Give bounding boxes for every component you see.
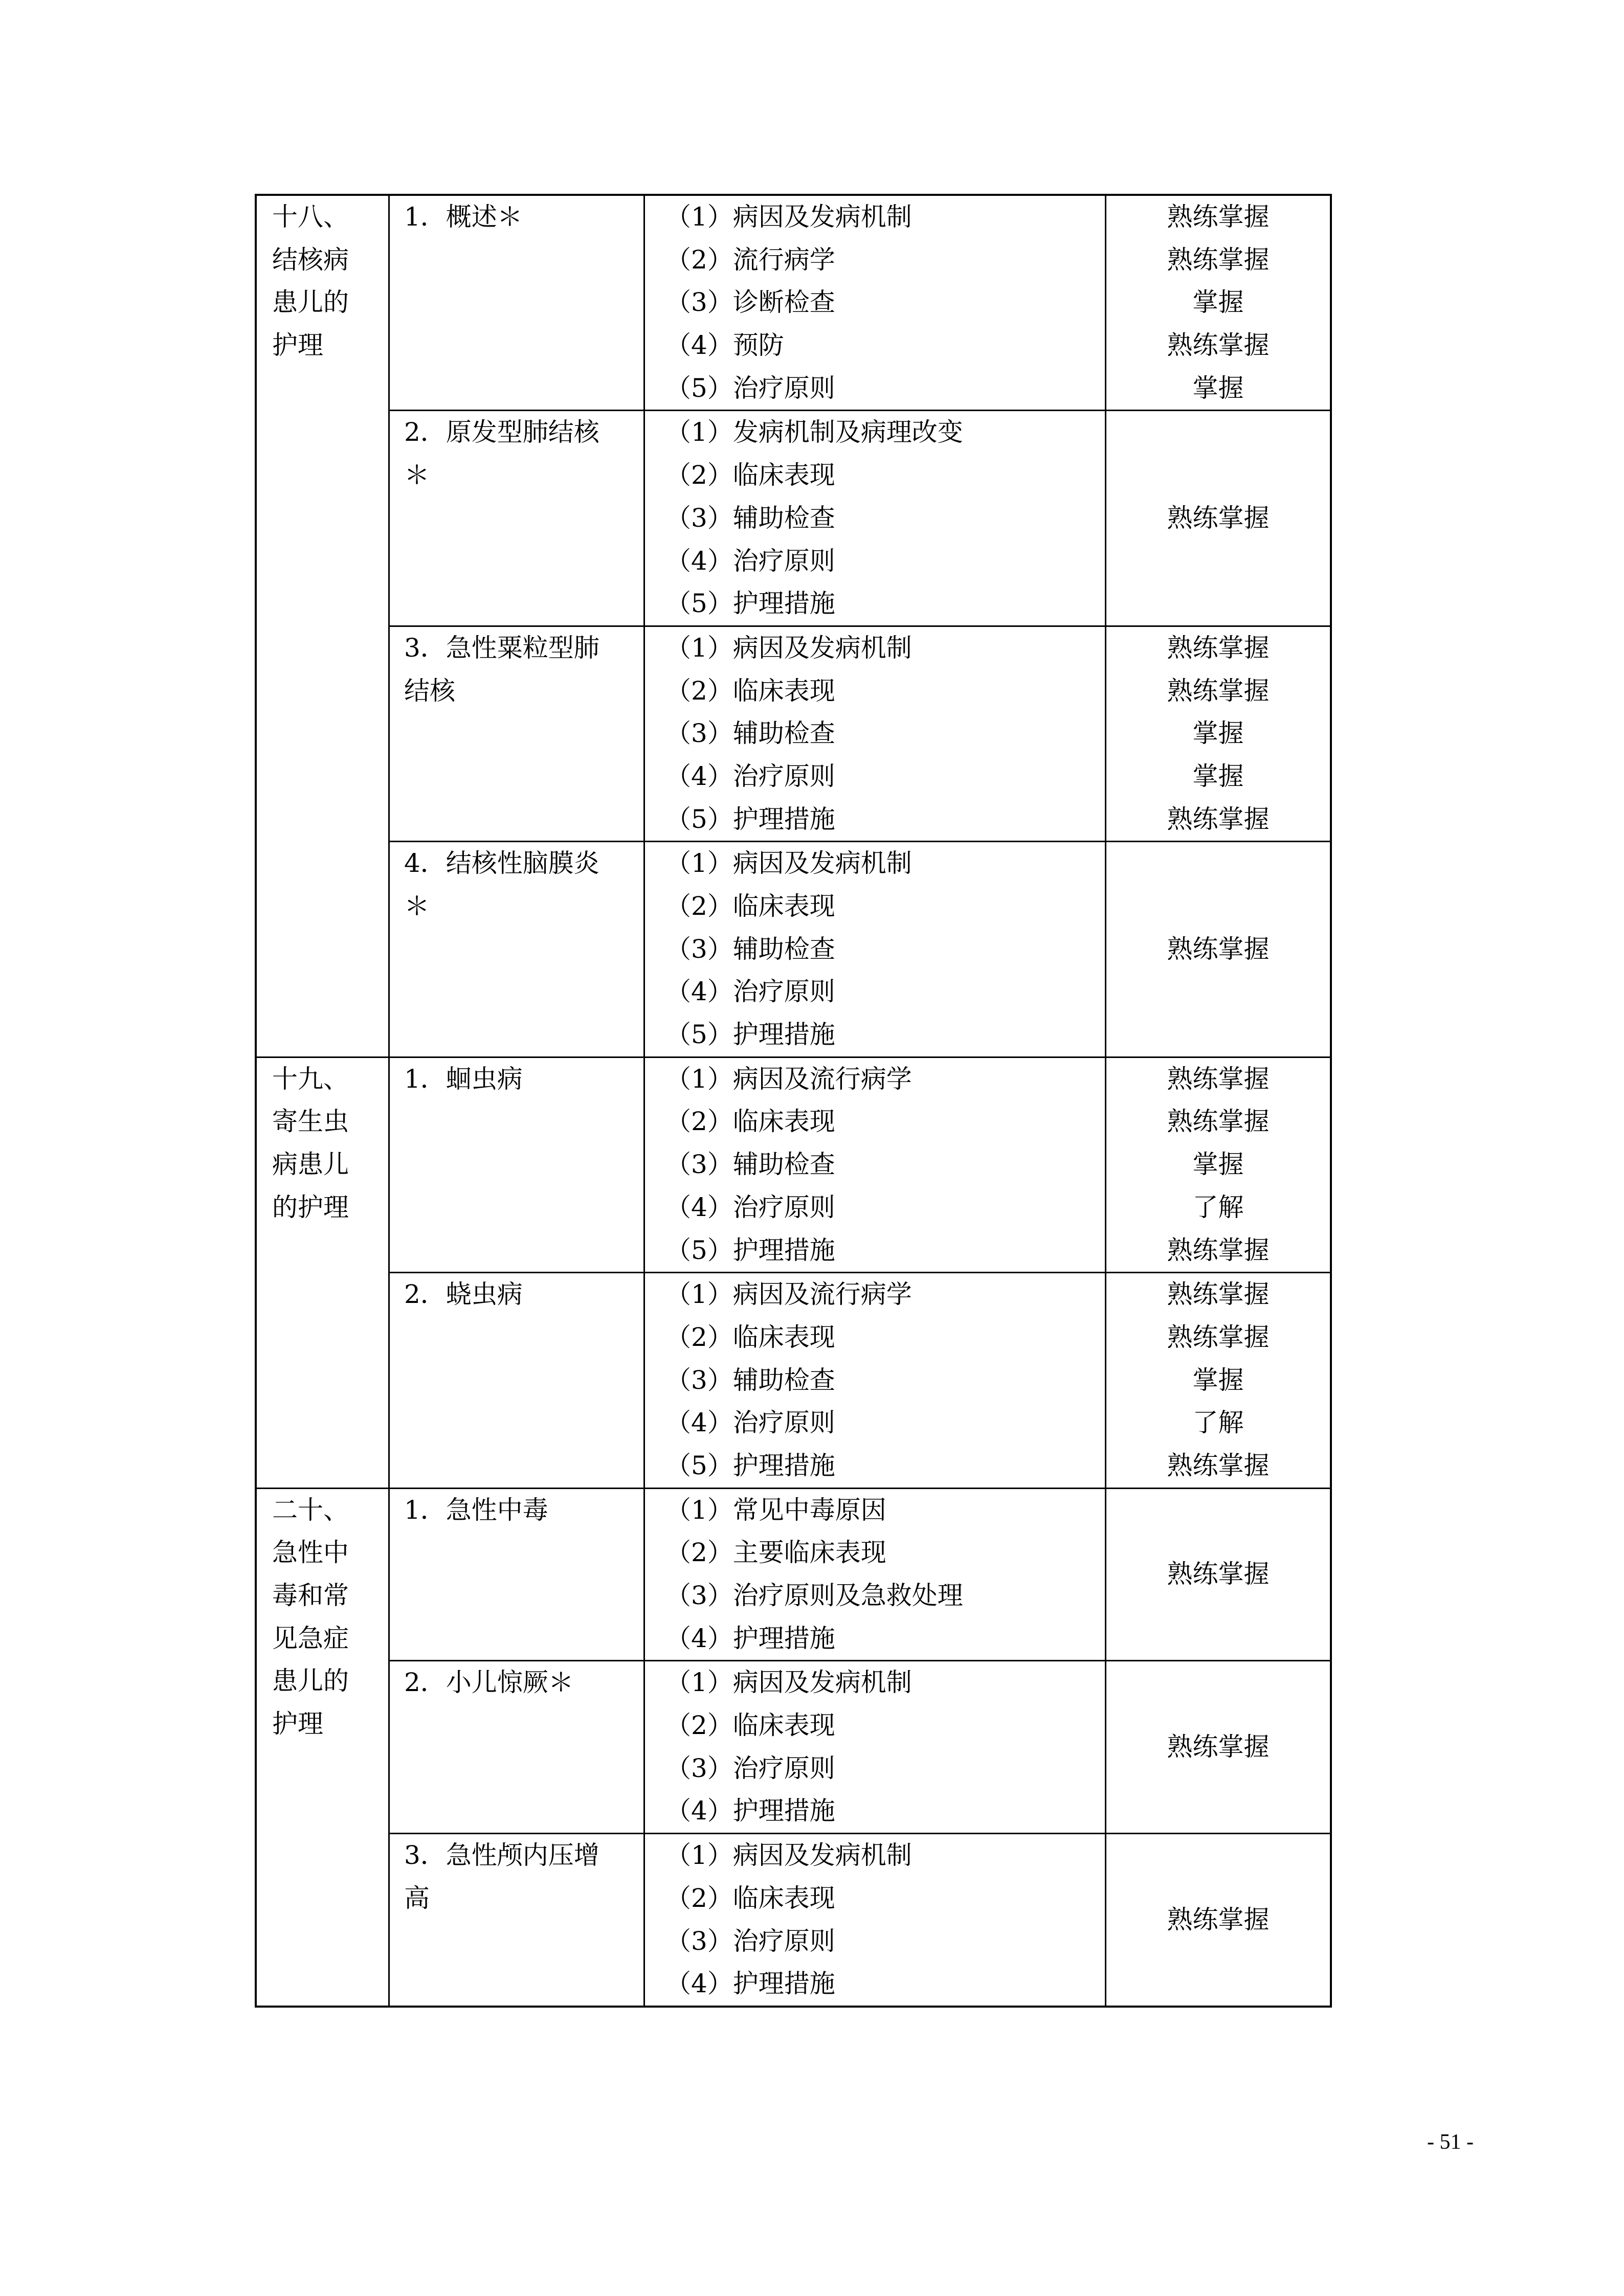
item: （4）护理措施 (665, 1623, 835, 1653)
level-cell (1106, 1661, 1331, 1834)
section-title: 二十、急性中毒和常见急症患儿的护理 (272, 1495, 349, 1739)
level-cell (1106, 842, 1331, 1057)
level: 了解 (1192, 1192, 1244, 1222)
level-cell (1106, 626, 1331, 841)
topic-cell (389, 1834, 644, 2007)
topic-title: 1．蛔虫病 (404, 1064, 523, 1094)
table-row (256, 195, 1331, 411)
items-cell (644, 626, 1106, 841)
level: 熟练掌握 (1167, 1064, 1270, 1094)
item: （1）病因及发病机制 (665, 1668, 912, 1698)
section-title-cell (256, 1488, 389, 2007)
table-row (256, 842, 1331, 1057)
topic-cell (389, 411, 644, 626)
table-row (256, 1834, 1331, 2007)
level: 熟练掌握 (1167, 676, 1270, 706)
items-cell (644, 842, 1106, 1057)
items-cell (644, 1273, 1106, 1488)
level-cell (1106, 411, 1331, 626)
item: （3）治疗原则及急救处理 (665, 1581, 963, 1610)
syllabus-table (255, 194, 1332, 2008)
level: 掌握 (1192, 373, 1244, 403)
topic-title: 2．小儿惊厥＊ (404, 1668, 574, 1698)
item: （4）治疗原则 (665, 1408, 835, 1438)
topic-title: 2．原发型肺结核＊ (404, 417, 599, 490)
item: （3）治疗原则 (665, 1753, 835, 1783)
item: （4）护理措施 (665, 1969, 835, 1999)
level-cell (1106, 1834, 1331, 2007)
section-title: 十九、寄生虫病患儿的护理 (272, 1064, 349, 1222)
level: 了解 (1192, 1408, 1244, 1438)
table-row (256, 1488, 1331, 1661)
level: 熟练掌握 (1167, 1235, 1270, 1265)
item: （5）护理措施 (665, 1450, 835, 1480)
item: （1）病因及流行病学 (665, 1279, 912, 1310)
level: 熟练掌握 (1167, 1904, 1270, 1934)
level-cell (1106, 1488, 1331, 1661)
item: （4）治疗原则 (665, 546, 835, 576)
item: （4）治疗原则 (665, 1192, 835, 1222)
level: 熟练掌握 (1167, 934, 1270, 964)
level: 熟练掌握 (1167, 1450, 1270, 1480)
item: （2）临床表现 (665, 1883, 835, 1913)
item: （2）临床表现 (665, 1107, 835, 1137)
level: 熟练掌握 (1167, 1559, 1270, 1589)
item: （2）流行病学 (665, 244, 835, 275)
item: （3）诊断检查 (665, 287, 835, 318)
topic-title: 3．急性颅内压增高 (404, 1840, 599, 1913)
level-cell (1106, 195, 1331, 411)
level: 熟练掌握 (1167, 503, 1270, 533)
level: 掌握 (1192, 1150, 1244, 1180)
level-cell (1106, 1273, 1331, 1488)
item: （3）辅助检查 (665, 1365, 835, 1395)
topic-cell (389, 195, 644, 411)
item: （3）辅助检查 (665, 718, 835, 749)
item: （1）病因及发病机制 (665, 633, 912, 663)
section-title: 十八、结核病患儿的护理 (272, 202, 349, 361)
topic-title: 1．概述＊ (404, 202, 523, 232)
table-row (256, 1661, 1331, 1834)
level: 熟练掌握 (1167, 1279, 1270, 1310)
item: （2）临床表现 (665, 891, 835, 921)
topic-cell (389, 1488, 644, 1661)
items-cell (644, 1834, 1106, 2007)
table-row (256, 626, 1331, 841)
item: （4）预防 (665, 330, 784, 361)
item: （4）治疗原则 (665, 761, 835, 791)
level: 掌握 (1192, 1365, 1244, 1395)
items-cell (644, 1057, 1106, 1272)
topic-cell (389, 626, 644, 841)
item: （2）临床表现 (665, 1322, 835, 1352)
topic-cell (389, 1273, 644, 1488)
item: （1）发病机制及病理改变 (665, 417, 963, 447)
level: 掌握 (1192, 287, 1244, 318)
level: 熟练掌握 (1167, 804, 1270, 834)
level: 掌握 (1192, 761, 1244, 791)
item: （3）治疗原则 (665, 1926, 835, 1956)
item: （2）临床表现 (665, 676, 835, 706)
item: （2）临床表现 (665, 460, 835, 490)
topic-title: 4．结核性脑膜炎＊ (404, 848, 599, 921)
item: （1）病因及发病机制 (665, 202, 912, 232)
item: （3）辅助检查 (665, 934, 835, 964)
section-title-cell (256, 195, 389, 1057)
items-cell (644, 411, 1106, 626)
item: （1）病因及发病机制 (665, 848, 912, 879)
item: （2）主要临床表现 (665, 1538, 886, 1568)
topic-title: 3．急性粟粒型肺结核 (404, 633, 599, 706)
topic-title: 1．急性中毒 (404, 1495, 548, 1525)
item: （5）治疗原则 (665, 373, 835, 403)
table-row (256, 1273, 1331, 1488)
level: 熟练掌握 (1167, 633, 1270, 663)
item: （4）护理措施 (665, 1796, 835, 1826)
level-cell (1106, 1057, 1331, 1272)
table-row (256, 411, 1331, 626)
item: （5）护理措施 (665, 589, 835, 619)
page-number: - 51 - (1427, 2130, 1474, 2154)
item: （3）辅助检查 (665, 1150, 835, 1180)
level: 熟练掌握 (1167, 1107, 1270, 1137)
item: （2）临床表现 (665, 1710, 835, 1741)
item: （5）护理措施 (665, 1020, 835, 1050)
level: 熟练掌握 (1167, 244, 1270, 275)
items-cell (644, 1661, 1106, 1834)
table-row (256, 1057, 1331, 1272)
item: （1）病因及发病机制 (665, 1840, 912, 1871)
level: 熟练掌握 (1167, 202, 1270, 232)
item: （1）病因及流行病学 (665, 1064, 912, 1094)
level: 掌握 (1192, 718, 1244, 749)
item: （3）辅助检查 (665, 503, 835, 533)
level: 熟练掌握 (1167, 1322, 1270, 1352)
topic-title: 2．蛲虫病 (404, 1279, 523, 1310)
level: 熟练掌握 (1167, 1731, 1270, 1762)
topic-cell (389, 1661, 644, 1834)
item: （4）治疗原则 (665, 977, 835, 1007)
topic-cell (389, 1057, 644, 1272)
item: （5）护理措施 (665, 804, 835, 834)
section-title-cell (256, 1057, 389, 1488)
level: 熟练掌握 (1167, 330, 1270, 361)
topic-cell (389, 842, 644, 1057)
items-cell (644, 195, 1106, 411)
items-cell (644, 1488, 1106, 1661)
item: （5）护理措施 (665, 1235, 835, 1265)
item: （1）常见中毒原因 (665, 1495, 886, 1525)
